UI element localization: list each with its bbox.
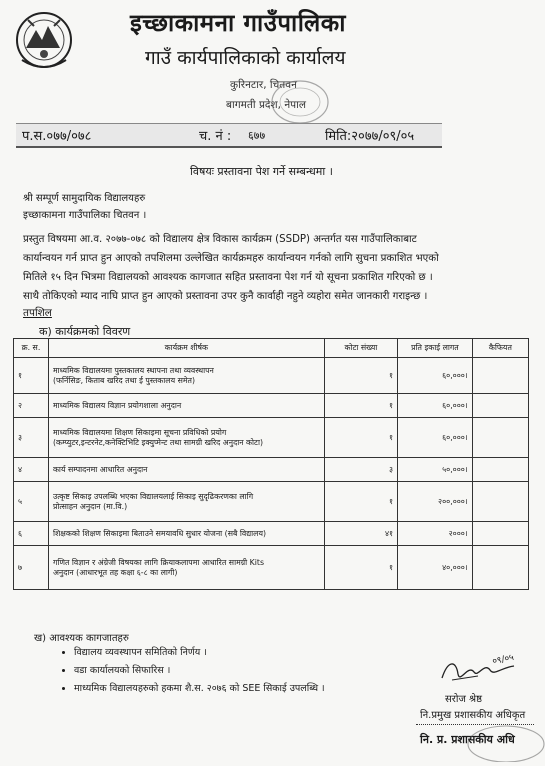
cell-unit-cost: ४०,०००। (398, 546, 473, 590)
program-title: शिक्षकको शिक्षण सिकाइमा बिताउने समयावधि सुधार योजना (सबै विद्यालय) (52, 528, 267, 538)
cell-quota: १ (324, 394, 397, 418)
nepal-emblem-logo (14, 10, 74, 72)
table-row (14, 482, 529, 522)
body-line-4: साथै तोकिएको म्याद नाघि प्राप्त हुन आएको प्रस्तावना उपर कुनै कार्वाही नहुने व्यहोरा समेत जानकारी गराइन्छ । (23, 291, 428, 302)
cell-quota: १ (324, 482, 397, 522)
program-title: उत्कृष्ट सिकाइ उपलब्धि भएका विद्यालयलाई सिकाइ सुदृढिकरणका लागि (52, 491, 254, 501)
office-subtitle: गाउँ कार्यपालिकाको कार्यालय (145, 47, 346, 69)
program-table (13, 338, 529, 590)
table-row (14, 458, 529, 482)
cell-remarks (472, 394, 528, 418)
subject-line: विषयः प्रस्तावना पेश गर्ने सम्बन्धमा । (190, 165, 333, 178)
body-line-2: कार्यान्वयन गर्न प्राप्त हुन आएको तपशिलमा उल्लेखित कार्यक्रमहरु कार्यान्वयन गर्नको लागि सुचना प्रकाशित भएको (23, 253, 439, 264)
cell-remarks (472, 458, 528, 482)
list-item: • विद्यालय व्यवस्थापन समितिको निर्णय । (74, 644, 325, 662)
table-row (14, 394, 529, 418)
cell-remarks (472, 418, 528, 458)
cell-sn: ३ (14, 418, 49, 458)
table-row (14, 358, 529, 394)
body-line-3: मितिले १५ दिन भित्रमा विद्यालयको आवश्यक कागजात सहित प्रस्तावना पेश गर्न यो सूचना प्रकाशित गरिएको छ । (23, 272, 433, 283)
table-row (14, 418, 529, 458)
cell-sn: ४ (14, 458, 49, 482)
header-unit-cost: प्रति इकाई लागत (398, 339, 473, 358)
header-quota: कोटा संख्या (324, 339, 397, 358)
table-row (14, 522, 529, 546)
section-ka-heading: क) कार्यक्रमको विवरण (39, 325, 131, 338)
cell-remarks (472, 482, 528, 522)
cell-unit-cost: २०००। (398, 522, 473, 546)
cell-unit-cost: ५०,०००। (398, 458, 473, 482)
cell-sn: १ (14, 358, 49, 394)
program-detail: अनुदान (आधारभूत तह कक्षा ६-८ का लागी) (52, 567, 178, 577)
header-sn: क्र. स. (14, 339, 49, 358)
cell-remarks (472, 546, 528, 590)
program-title: माध्यमिक विद्यालयमा पुस्तकालय स्थापना तथा व्यवस्थापन (52, 365, 214, 375)
cell-quota: १ (324, 358, 397, 394)
required-documents-list (60, 644, 325, 698)
header-program: कार्यक्रम शीर्षक (48, 339, 324, 358)
program-detail: (फर्निसिङ, किताब खरिद तथा ई पुस्तकालय समेत) (52, 375, 196, 385)
signatory-title-footer: नि. प्र. प्रशासकीय अधि (420, 733, 515, 746)
letter-body (23, 230, 518, 306)
program-title: माध्यमिक विद्यालयमा शिक्षण सिकाइमा सूचना प्रविधिको प्रयोग (52, 427, 227, 437)
cell-sn: ७ (14, 546, 49, 590)
cell-unit-cost: ६०,०००। (398, 358, 473, 394)
cell-program (48, 418, 324, 458)
signatory-name: सरोज श्रेष्ठ (445, 694, 483, 705)
tapsil-heading: तपशिल (23, 307, 52, 319)
program-detail: प्रोत्साहन अनुदान (मा.वि.) (52, 501, 128, 511)
cell-unit-cost: २००,०००। (398, 482, 473, 522)
cell-quota: १ (324, 418, 397, 458)
program-title: कार्य सम्पादनमा आधारित अनुदान (52, 464, 148, 474)
program-title: गणित विज्ञान र अंग्रेजी विषयका लागि क्रियाकलापमा आधारित सामग्री Kits (52, 557, 265, 567)
signature-date: ०९/०५ (491, 652, 515, 668)
body-line-1: प्रस्तुत विषयमा आ.व. २०७७-०७८ को विद्यालय क्षेत्र विकास कार्यक्रम (SSDP) अन्तर्गत यस गाउँपालिकाबाट (23, 234, 417, 245)
cell-program (48, 482, 324, 522)
chalani-label: च. नं : (199, 129, 232, 144)
addressee-line-1: श्री सम्पूर्ण सामुदायिक विद्यालयहरु (23, 193, 146, 204)
cell-unit-cost: ६०,०००। (398, 418, 473, 458)
letter-date: मिति:२०७७/०९/०५ (325, 129, 415, 144)
list-item: • माध्यमिक विद्यालयहरुको हकमा शै.स. २०७६ को SEE सिकाई उपलब्धि । (74, 680, 325, 698)
address-line-2: बागमती प्रदेश, नेपाल (226, 99, 306, 111)
addressee-line-2: इच्छाकामना गाउँपालिका चितवन । (23, 210, 147, 221)
cell-program (48, 458, 324, 482)
cell-program (48, 546, 324, 590)
address-line-1: कुरिनटार, चितवन (230, 79, 297, 91)
cell-remarks (472, 522, 528, 546)
signatory-designation: नि.प्रमुख प्रशासकीय अधिकृत (420, 710, 526, 721)
officer-stamp (466, 722, 545, 762)
header-remarks: कैफियत (472, 339, 528, 358)
patra-sankhya: प.स.०७७/०७८ (22, 129, 92, 144)
cell-unit-cost: ६०,०००। (398, 394, 473, 418)
cell-sn: ५ (14, 482, 49, 522)
cell-program (48, 394, 324, 418)
cell-sn: ६ (14, 522, 49, 546)
cell-program (48, 522, 324, 546)
cell-quota: १ (324, 546, 397, 590)
cell-sn: २ (14, 394, 49, 418)
section-kha-heading: ख) आवश्यक कागजातहरु (34, 633, 129, 644)
table-row (14, 546, 529, 590)
cell-quota: ३ (324, 458, 397, 482)
program-detail: (कम्प्युटर,इन्टरनेट,कनेक्टिभिटि इक्युप्मेन्ट तथा सामग्री खरिद अनुदान कोटा) (52, 437, 264, 447)
cell-quota: ४१ (324, 522, 397, 546)
list-item: • वडा कार्यालयको सिफारिस । (74, 662, 325, 680)
program-title: माध्यमिक विद्यालय विज्ञान प्रयोगशाला अनुदान (52, 400, 182, 410)
cell-remarks (472, 358, 528, 394)
municipality-title: इच्छाकामना गाउँपालिका (130, 9, 346, 37)
table-header-row (14, 339, 529, 358)
office-stamp (270, 78, 330, 126)
chalani-number: ६७७ (248, 129, 266, 142)
cell-program (48, 358, 324, 394)
